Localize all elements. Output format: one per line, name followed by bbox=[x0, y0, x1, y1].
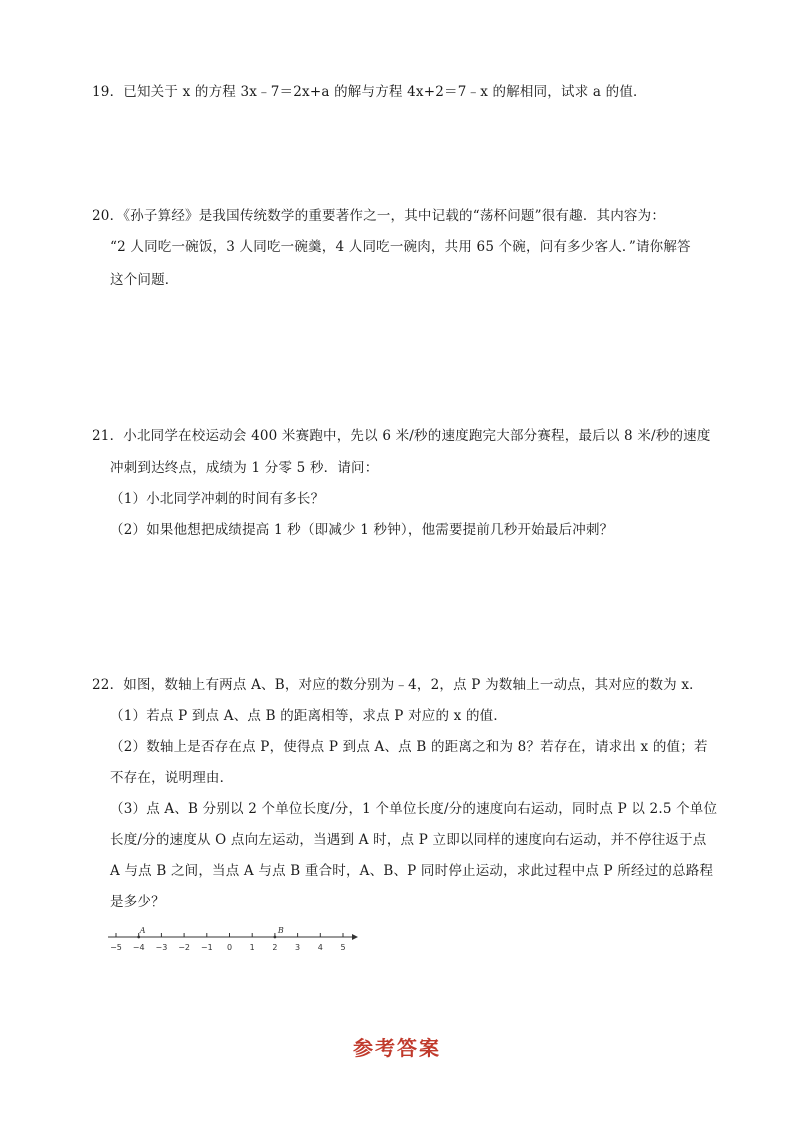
point-b-dot bbox=[274, 936, 277, 939]
number-line-figure bbox=[108, 926, 360, 956]
q21-line-1: 21．小北同学在校运动会 400 米赛跑中，先以 6 米/秒的速度跑完大部分赛程，最后以 8 米/秒的速度 bbox=[92, 428, 711, 444]
q22-line-4: 不存在，说明理由． bbox=[110, 770, 234, 786]
q22-line-3: （2）数轴上是否存在点 P，使得点 P 到点 A、点 B 的距离之和为 8？若存在，请求出 x 的值；若 bbox=[110, 739, 708, 755]
q22-line-7: A 与点 B 之间，当点 A 与点 B 重合时，A、B、P 同时停止运动，求此过程中点 P 所经过的总路程 bbox=[110, 863, 714, 879]
tick-label: 2 bbox=[272, 943, 278, 952]
q21-line-2: 冲刺到达终点，成绩为 1 分零 5 秒．请问： bbox=[110, 460, 379, 476]
tick-label: 0 bbox=[226, 943, 233, 952]
q22-line-2: （1）若点 P 到点 A、点 B 的距离相等，求点 P 对应的 x 的值． bbox=[110, 708, 508, 724]
number-line-arrow bbox=[352, 934, 358, 940]
number-line-ticks bbox=[110, 933, 345, 952]
tick-label: 4 bbox=[317, 943, 323, 952]
q22-line-8: 是多少？ bbox=[110, 894, 165, 910]
tick-label: 5 bbox=[340, 943, 346, 952]
point-a-label: A bbox=[139, 926, 146, 935]
tick-label: −5 bbox=[110, 943, 122, 952]
tick-label: 3 bbox=[295, 943, 301, 952]
q22-line-5: （3）点 A、B 分别以 2 个单位长度/分，1 个单位长度/分的速度向右运动，同时点 P 以 2.5 个单位 bbox=[110, 801, 718, 817]
point-b-label: B bbox=[277, 926, 284, 935]
q21-line-3: （1）小北同学冲刺的时间有多长？ bbox=[110, 491, 325, 507]
tick-label: 1 bbox=[249, 943, 255, 952]
answer-section-title: 参考答案 bbox=[353, 1036, 441, 1060]
q20-line-2: “2 人同吃一碗饭，3 人同吃一碗羹，4 人同吃一碗肉，共用 65 个碗，问有多少客人．”请你解答 bbox=[110, 239, 691, 255]
tick-label: −3 bbox=[155, 943, 168, 952]
q21-line-4: （2）如果他想把成绩提高 1 秒（即减少 1 秒钟），他需要提前几秒开始最后冲刺？ bbox=[110, 522, 614, 538]
point-a-dot bbox=[137, 936, 140, 939]
q20-line-3: 这个问题． bbox=[110, 272, 179, 288]
tick-label: −4 bbox=[132, 943, 145, 952]
q19-line-1: 19．已知关于 x 的方程 3x﹣7＝2x+a 的解与方程 4x+2＝7﹣x 的解相同，试求 a 的值． bbox=[92, 84, 647, 100]
tick-label: −1 bbox=[200, 943, 213, 952]
tick-label: −2 bbox=[178, 943, 190, 952]
q22-line-1: 22．如图，数轴上有两点 A、B，对应的数分别为﹣4，2，点 P 为数轴上一动点，其对应的数为 x． bbox=[92, 677, 703, 693]
q20-line-1: 20．《孙子算经》是我国传统数学的重要著作之一，其中记载的“荡杯问题”很有趣．其内容为： bbox=[92, 208, 666, 224]
q22-line-6: 长度/分的速度从 O 点向左运动，当遇到 A 时，点 P 立即以同样的速度向右运动，并不停往返于点 bbox=[110, 832, 707, 848]
